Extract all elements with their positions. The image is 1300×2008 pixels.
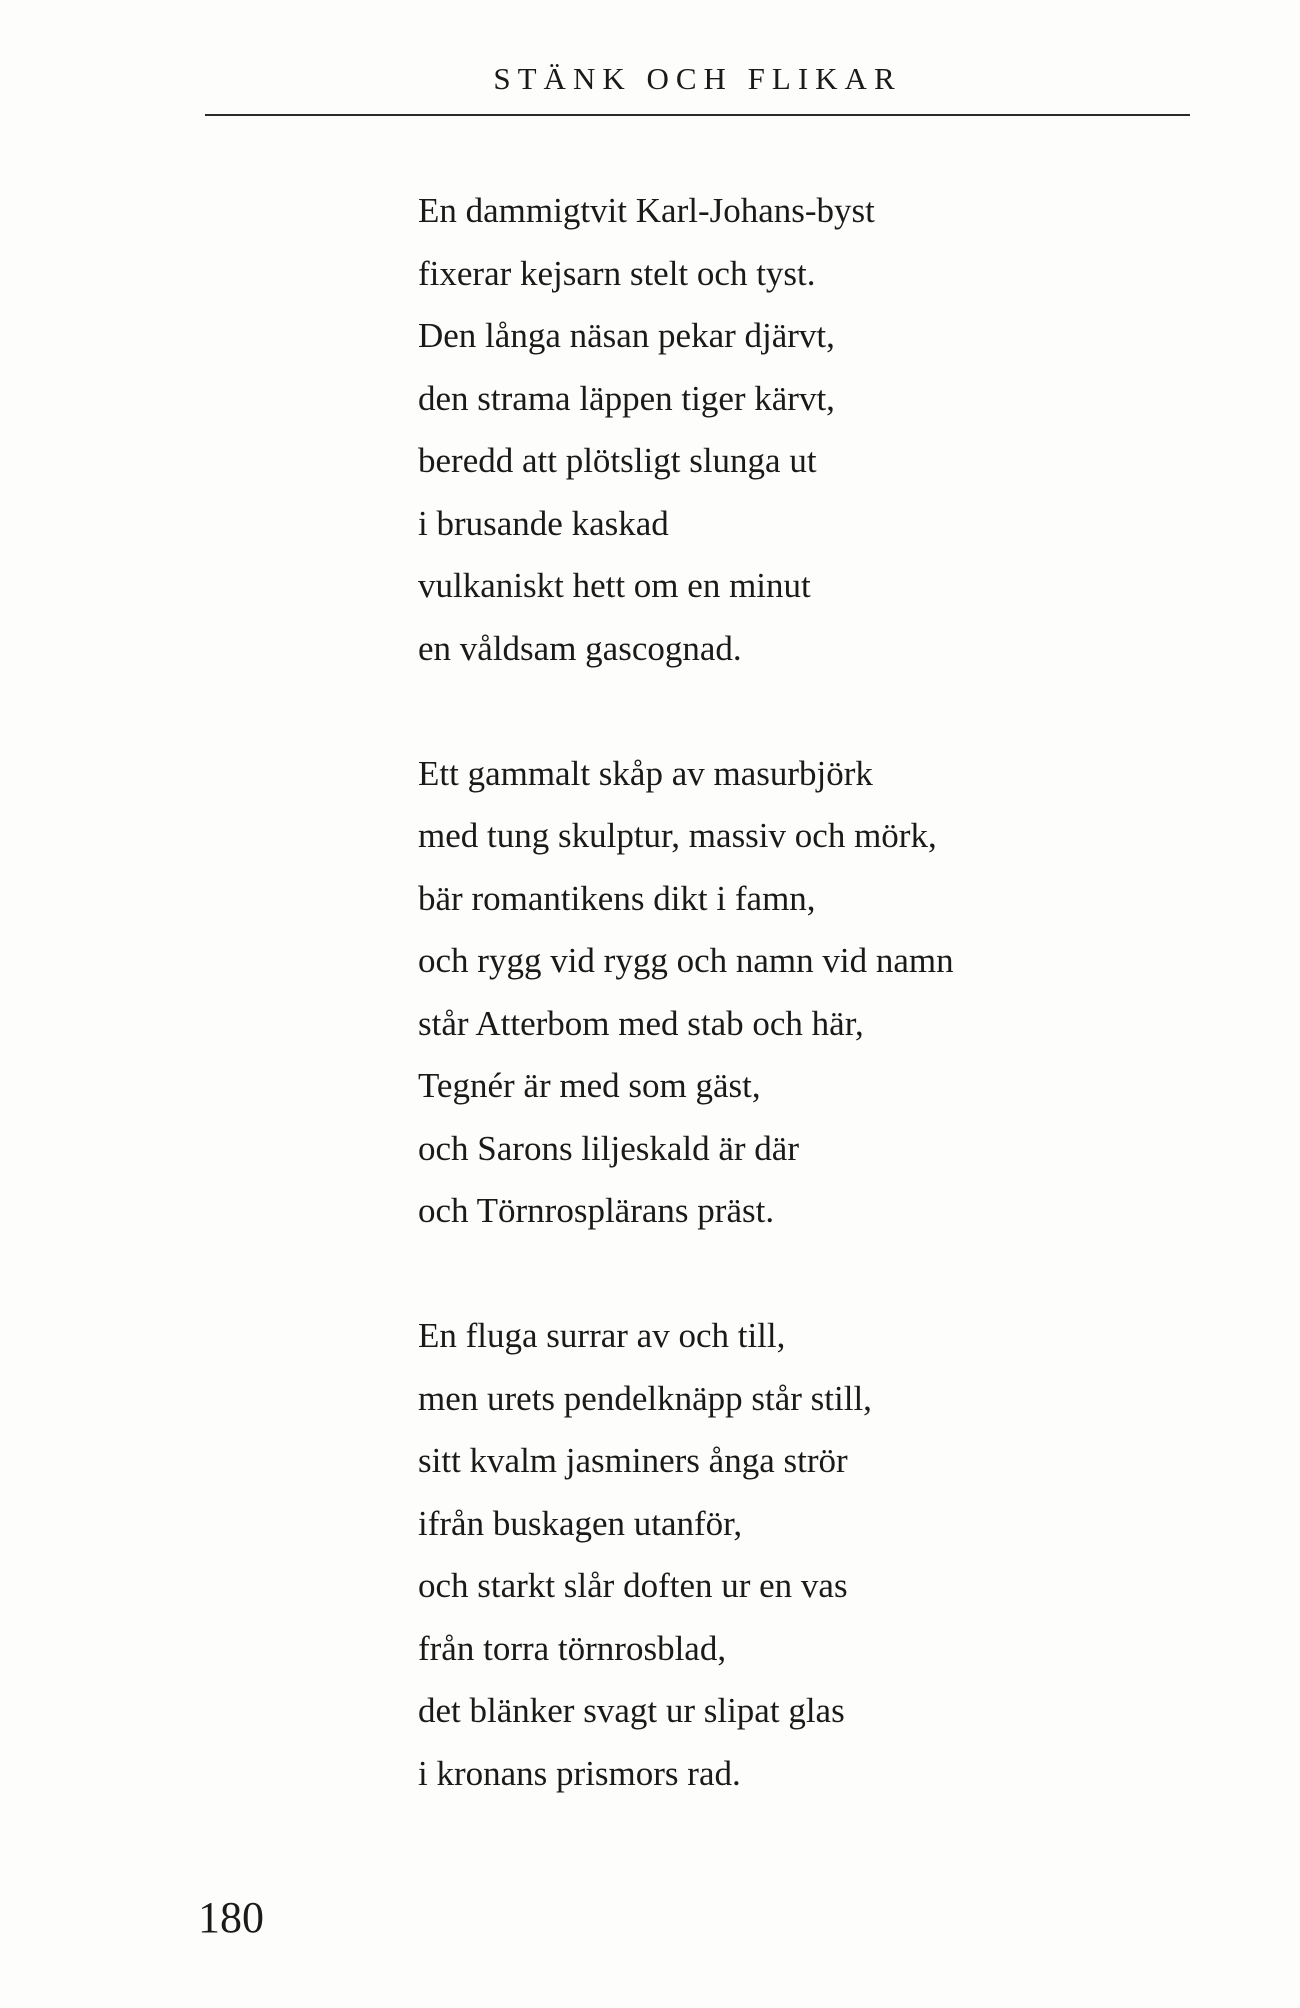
poem-line: står Atterbom med stab och här, xyxy=(418,1003,864,1043)
header-rule xyxy=(205,114,1190,116)
poem-line: en våldsam gascognad. xyxy=(418,628,742,668)
poem-line: Den långa näsan pekar djärvt, xyxy=(418,316,835,355)
poem-line: den strama läppen tiger kärvt, xyxy=(418,378,835,418)
stanza-1 xyxy=(418,180,1178,680)
poem-line: bär romantikens dikt i famn, xyxy=(418,878,816,918)
poem-line: med tung skulptur, massiv och mörk, xyxy=(418,816,937,855)
poem-line: från torra törnrosblad, xyxy=(418,1628,727,1668)
poem xyxy=(418,180,1178,1805)
page-number: 180 xyxy=(198,1893,264,1942)
poem-line: i kronans prismors rad. xyxy=(418,1753,741,1793)
poem-line: i brusande kaskad xyxy=(418,503,669,543)
poem-line: och Sarons liljeskald är där xyxy=(418,1128,800,1168)
poem-line: och starkt slår doften ur en vas xyxy=(418,1566,848,1605)
poem-line: En fluga surrar av och till, xyxy=(418,1316,786,1355)
poem-line: och rygg vid rygg och namn vid namn xyxy=(418,941,954,980)
poem-line: En dammigtvit Karl-Johans-byst xyxy=(418,191,875,230)
poem-line: och Törnrosplärans präst. xyxy=(418,1191,775,1230)
poem-line: men urets pendelknäpp står still, xyxy=(418,1378,872,1418)
stanza-2 xyxy=(418,743,1178,1243)
poem-line: ifrån buskagen utanför, xyxy=(418,1503,743,1543)
poem-line: fixerar kejsarn stelt och tyst. xyxy=(418,253,816,293)
poem-line: Ett gammalt skåp av masurbjörk xyxy=(418,753,873,793)
poem-line: det blänker svagt ur slipat glas xyxy=(418,1691,845,1730)
poem-line: Tegnér är med som gäst, xyxy=(418,1066,761,1105)
poem-line: sitt kvalm jasminers ånga strör xyxy=(418,1441,848,1480)
poem-line: beredd att plötsligt slunga ut xyxy=(418,441,817,480)
poem-line: vulkaniskt hett om en minut xyxy=(418,566,811,605)
running-head: STÄNK OCH FLIKAR xyxy=(493,61,902,96)
stanza-3 xyxy=(418,1305,1178,1805)
